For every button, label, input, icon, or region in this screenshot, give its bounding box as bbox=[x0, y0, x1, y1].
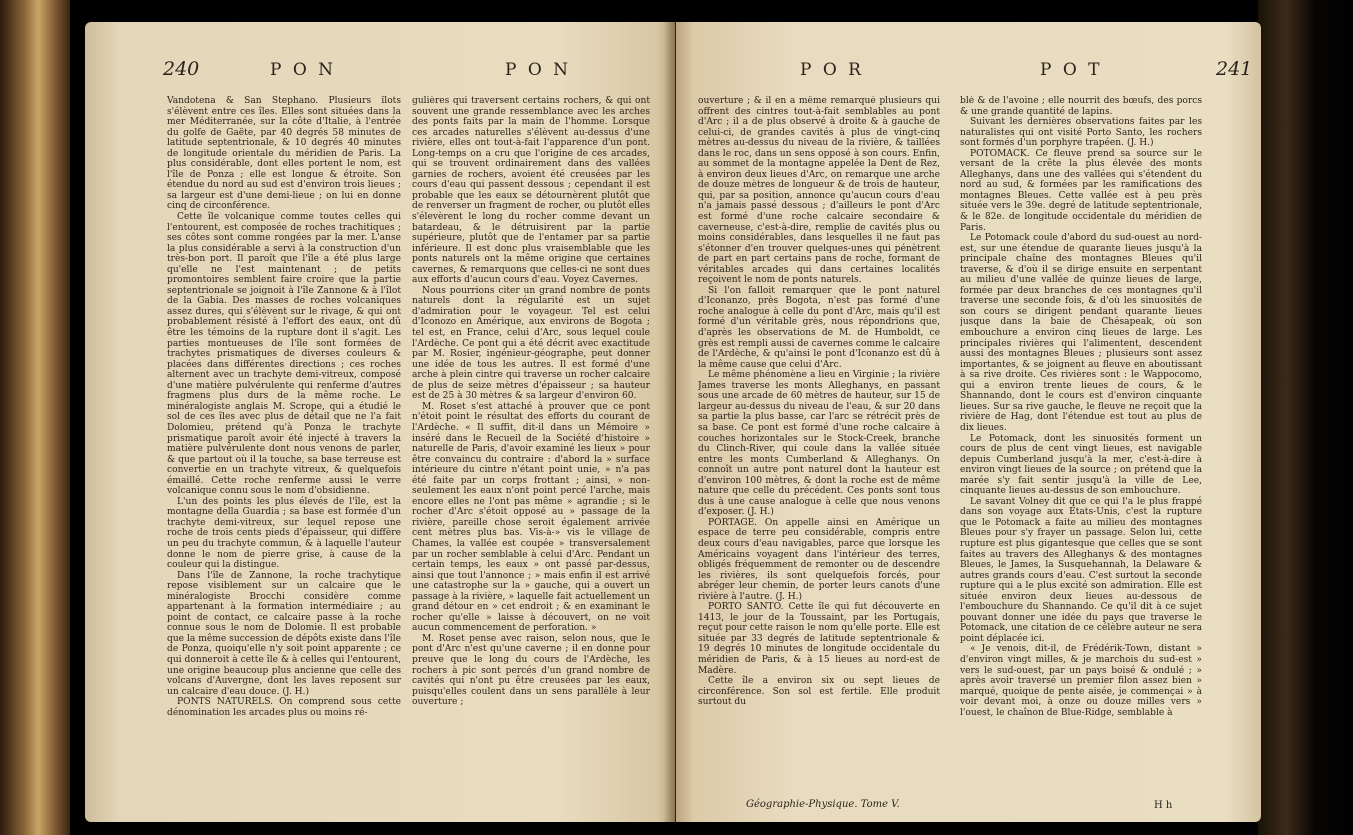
paragraph: Nous pourrions citer un grand nombre de ponts naturels dont la régularité est un sujet d'admiration pour le voyageur. Tel est celui d'Iconozo en Amérique, aux environs de Bogota ; tel est, en France, celui d'Arc, sous lequel coule l'Ardèche. Ce pont qui a été décrit avec exactitude par M. Rosier, ingénieur-géographe, peut donner une idée de tous les autres. Il est formé d'une arche à plein cintre qui traverse un rocher calcaire de plus de seize mètres d'épaisseur ; sa hauteur est de 25 à 30 mètres & sa largeur d'environ 60. bbox=[412, 285, 650, 402]
right-page-column-2 bbox=[960, 96, 1202, 796]
paragraph: PORTO SANTO. Cette île qui fut découverte en 1413, le jour de la Toussaint, par les Portugais, reçut pour cette raison le nom qu'elle porte. Elle est située par 33 degrés de latitude septentrionale & 19 degrés 10 minutes de longitude occidentale du méridien de Paris, & à 15 lieues au nord-est de Madère. bbox=[698, 602, 940, 676]
book-cover-edge-left bbox=[0, 0, 70, 835]
paragraph: POTOMACK. Ce fleuve prend sa source sur le versant de la crête la plus élevée des monts Alleghanys, dans une des vallées qui s'étendent du nord au sud, & formées par les ramifications des montagnes Bleues. Cette vallée est à peu près située vers le 39e. degré de latitude septentrionale, & le 82e. de longitude occidentale du méridien de Paris. bbox=[960, 148, 1202, 233]
right-page bbox=[676, 22, 1261, 822]
paragraph: M. Roset s'est attaché à prouver que ce pont n'étoit point le résultat des efforts du courant de l'Ardèche. « Il suffit, dit-il dans un Mémoire » inséré dans le Recueil de la Société d'histoire » naturelle de Paris, d'avoir examiné les lieux » pour être convaincu du contraire : d'abord la » surface intérieure du cintre n'étant point unie, » n'a pas été faite par un corps frottant ; ainsi, » non-seulement les eaux n'ont point percé l'arche, mais encore elles ne l'ont pas même » agrandie ; si le rocher d'Arc s'étoit opposé au » passage de la rivière, pareille chose seroit également arrivée cent mètres plus bas. Vis-à-» vis le village de Chames, la vallée est coupée » transversalement par un rocher semblable à celui d'Arc. Pendant un certain temps, les eaux » ont passé par-dessus, ainsi que tout l'annonce ; » mais enfin il est arrivé une catastrophe sur la » gauche, qui a ouvert un passage à la rivière, » laquelle fait actuellement un grand détour en » cet endroit ; & en examinant le rocher qu'elle » laisse à découvert, on ne voit aucun commencement de perforation. » bbox=[412, 401, 650, 634]
paragraph: M. Roset pense avec raison, selon nous, que le pont d'Arc n'est qu'une caverne ; il en donne pour preuve que le long du cours de l'Ardèche, les rochers à pic sont percés d'un grand nombre de cavités qui n'ont pu être creusées par les eaux, puisqu'elles coulent dans un sens parallèle à leur ouverture ; bbox=[412, 633, 650, 708]
paragraph: Cette île a environ six ou sept lieues de circonférence. Son sol est fertile. Elle produit surtout du bbox=[698, 676, 940, 708]
paragraph: Le même phénomène a lieu en Virginie ; la rivière James traverse les monts Alleghanys, en passant sous une arcade de 60 mètres de hauteur, sur 15 de largeur au-dessus du niveau de l'eau, & sur 20 dans sa partie la plus basse, car l'arc se rétrécit près de sa base. Ce pont est formé d'une roche calcaire à couches horizontales sur le Stock-Creek, branche du Clinch-River, qui coule dans la vallée située entre les monts Cumberland & Alleghanys. On connoît un autre pont naturel dont la hauteur est d'environ 100 mètres, & dont la roche est de même nature que celle du précédent. Ces ponts sont tous dus à une cause analogue à celle que nous venons d'exposer. (J. H.) bbox=[698, 370, 940, 518]
paragraph: ouverture ; & il en a même remarqué plusieurs qui offrent des cintres tout-à-fait semblables au pont d'Arc ; il a de plus observé à droite & à gauche de celui-ci, de grandes cavités à plus de vingt-cinq mètres au-dessus du niveau de la rivière, & taillées dans le roc, dans un sens opposé à son cours. Enfin, au sommet de la montagne appelée la Dent de Rez, à environ deux lieues d'Arc, on remarque une arche de douze mètres de longueur & de trois de hauteur, qui, par sa position, annonce qu'aucun cours d'eau n'a jamais passé dessous ; d'ailleurs le pont d'Arc est formé d'une roche calcaire secondaire & caverneuse, c'est-à-dire, remplie de cavités plus ou moins considérables, dans lesquelles il ne faut pas s'étonner d'en trouver quelques-unes qui pénètrent de part en part certains pans de roche, formant de véritables arcades qui dans certaines localités reçoivent le nom de ponts naturels. bbox=[698, 96, 940, 286]
paragraph: « Je venois, dit-il, de Frédérik-Town, distant » d'environ vingt milles, & je marchois du sud-est » vers le sud-ouest, par un pays boisé & ondulé ; » après avoir traversé un premier filon assez bien » marqué, quoique de pente aisée, je commençai » à voir devant moi, à onze ou douze milles vers » l'ouest, le chaînon de Blue-Ridge, semblable à bbox=[960, 644, 1202, 718]
book-cover-edge-right bbox=[1258, 0, 1353, 835]
left-page-column-2 bbox=[412, 96, 650, 821]
right-page-column-1 bbox=[698, 96, 940, 796]
footer-signature: Géographie-Physique. Tome V. bbox=[746, 799, 900, 810]
running-header-left-1: P O N bbox=[270, 60, 337, 80]
paragraph: Suivant les dernières observations faites par les naturalistes qui ont visité Porto Santo, les rochers sont formés d'un porphyre trapéen. (J. H.) bbox=[960, 117, 1202, 149]
running-header-right-2: P O T bbox=[1040, 60, 1103, 80]
paragraph: Le savant Volney dit que ce qui l'a le plus frappé dans son voyage aux Etats-Unis, c'est la rupture que le Potomack a faite au milieu des montagnes Bleues pour s'y frayer un passage. Selon lui, cette rupture est plus gigantesque que celles que se sont faites au travers des Alleghanys & des montagnes Bleues, le James, la Susquehannah, la Delaware & autres grands cours d'eau. C'est surtout la seconde rupture qui a le plus excité son admiration. Elle est située environ deux lieues au-dessous de l'embouchure du Shannando. Ce qu'il dit à ce sujet pouvant donner une idée du pays que traverse le Potomack, une citation de ce célèbre auteur ne sera point déplacée ici. bbox=[960, 496, 1202, 644]
running-header-left-2: P O N bbox=[505, 60, 572, 80]
paragraph: gulières qui traversent certains rochers, & qui ont souvent une grande ressemblance avec les arches des ponts faits par la main de l'homme. Lorsque ces arcades naturelles s'élèvent au-dessus d'une rivière, elles ont tout-à-fait l'apparence d'un pont. Long-temps on a cru que l'origine de ces arcades, qui se trouvent ordinairement dans des vallées garnies de rochers, avoient été creusées par les cours d'eau qui passent dessous ; cependant il est probable que les eaux se détournèrent plutôt que de renverser un fragment de rocher, ou plutôt elles s'élevèrent le long du rocher comme devant un batardeau, & le détruisirent par la partie supérieure, plutôt que de l'entamer par sa partie inférieure. Il est donc plus vraisemblable que les ponts naturels ont la même origine que certaines cavernes, & remarquons que celles-ci ne sont dues aux efforts d'aucun cours d'eau. Voyez Cavernes. bbox=[412, 96, 650, 286]
paragraph: blé & de l'avoine ; elle nourrit des bœufs, des porcs & une grande quantité de lapins. bbox=[960, 96, 1202, 117]
paragraph: L'un des points les plus élevés de l'île, est la montagne della Guardia ; sa base est formée d'un trachyte demi-vitreux, sur lequel repose une roche de trois cents pieds d'épaisseur, qui diffère un peu du trachyte commun, & à laquelle l'auteur donne le nom de pierre grise, à cause de la couleur qui la distingue. bbox=[167, 496, 401, 571]
running-header-right-1: P O R bbox=[800, 60, 864, 80]
paragraph: PORTAGE. On appelle ainsi en Amérique un espace de terre peu considérable, compris entre deux cours d'eau navigables, parce que lorsque les Américains voyagent dans l'intérieur des terres, obligés fréquemment de remonter ou de descendre les rivières, ils sont quelquefois forcés, pour abréger leur chemin, de porter leurs canots d'une rivière à l'autre. (J. H.) bbox=[698, 517, 940, 602]
page-number-left: 240 bbox=[163, 58, 200, 80]
paragraph: Si l'on falloit remarquer que le pont naturel d'Iconanzo, près Bogota, n'est pas formé d'une roche analogue à celle du pont d'Arc, mais qu'il est formé d'un véritable grès, nous répondrions que, d'après les observations de M. de Humboldt, ce grès est rempli aussi de cavernes comme le calcaire de l'Ardèche, & qu'ainsi le pont d'Iconanzo est dû à la même cause que celui d'Arc. bbox=[698, 285, 940, 370]
left-page-column-1 bbox=[167, 96, 401, 821]
paragraph: Vandotena & San Stephano. Plusieurs îlots s'élèvent entre ces îles. Elles sont situées dans la mer Méditerranée, sur la côte d'Italie, à l'entrée du golfe de Gaëte, par 40 degrés 58 minutes de latitude septentrionale, & 10 degrés 40 minutes de longitude orientale du méridien de Paris. La plus considérable, dont elles portent le nom, est l'île de Ponza ; elle est longue & étroite. Son étendue du nord au sud est d'environ trois lieues ; sa largeur est d'une demi-lieue ; on lui en donne cinq de circonférence. bbox=[167, 96, 401, 212]
paragraph: Le Potomack coule d'abord du sud-ouest au nord-est, sur une étendue de quarante lieues jusqu'à la principale chaîne des montagnes Bleues qu'il traverse, & d'où il se dirige ensuite en serpentant au milieu d'une vallée de quinze lieues de large, formée par deux branches de ces montagnes qu'il traverse une seconde fois, & d'où les sinuosités de son cours se dirigent pendant quarante lieues jusque dans la baie de Chésapeak, où son embouchure a environ cinq lieues de large. Les principales rivières qui l'alimentent, descendent aussi des montagnes Bleues ; plusieurs sont assez importantes, & se joignent au fleuve en aboutissant à sa rive droite. Ces rivières sont : le Wappocomo, qui a environ trente lieues de cours, & le Shannando, dont le cours est d'environ cinquante lieues. Sur sa rive gauche, le fleuve ne reçoit que la rivière de Hag, dont l'étendue est tout au plus de dix lieues. bbox=[960, 233, 1202, 433]
page-number-right: 241 bbox=[1216, 58, 1253, 80]
signature-mark: H h bbox=[1154, 800, 1173, 811]
paragraph: PONTS NATURELS. On comprend sous cette dénomination les arcades plus ou moins ré- bbox=[167, 697, 401, 718]
paragraph: Cette île volcanique comme toutes celles qui l'entourent, est composée de roches trachitiques ; ses côtes sont comme rongées par la mer. L'anse la plus considérable a servi à la construction d'un très-bon port. Il paroît que l'île a été plus large qu'elle ne l'est maintenant ; de petits promontoires semblent faire croire que la partie septentrionale se joignoit à l'île Zannone & à l'îlot de la Gabia. Des masses de roches volcaniques assez dures, qui s'élèvent sur le rivage, & qui ont probablement résisté à l'effort des eaux, ont dû être les témoins de la rupture dont il s'agit. Les parties montueuses de l'île sont formées de trachytes prismatiques de diverses couleurs & placées dans différentes directions ; ces roches alternent avec un trachyte demi-vitreux, composé d'une matière pulvérulente qui renferme d'autres fragmens plus durs de la même roche. Le minéralogiste anglais M. Scrope, qui a étudié le sol de ces îles avec plus de détail que ne l'a fait Dolomieu, prétend qu'à Ponza le trachyte prismatique paroît avoir été injecté à travers la matière pulvérulente dont nous venons de parler, & que partout où il la touche, sa base terreuse est convertie en un trachyte vitreux, & quelquefois émaillé. Cette roche renferme aussi le verre volcanique connu sous le nom d'obsidienne. bbox=[167, 212, 401, 497]
paragraph: Le Potomack, dont les sinuosités forment un cours de plus de cent vingt lieues, est navigable depuis Cumberland jusqu'à la mer, c'est-à-dire à environ vingt lieues de la source ; on prétend que la marée s'y fait sentir jusqu'à la ville de Lee, cinquante lieues au-dessus de son embouchure. bbox=[960, 433, 1202, 497]
paragraph: Dans l'île de Zannone, la roche trachytique repose visiblement sur un calcaire que le minéralogiste Brocchi considère comme appartenant à la formation intermédiaire ; au point de contact, ce calcaire passe à la roche connue sous le nom de Dolomie. Il est probable que la même succession de dépôts existe dans l'île de Ponza, quoiqu'elle n'y soit point apparente ; ce qui donneroit à cette île & à celles qui l'entourent, une origine beaucoup plus ancienne que celle des volcans d'Auvergne, dont les laves reposent sur un calcaire d'eau douce. (J. H.) bbox=[167, 570, 401, 697]
left-page bbox=[85, 22, 675, 822]
